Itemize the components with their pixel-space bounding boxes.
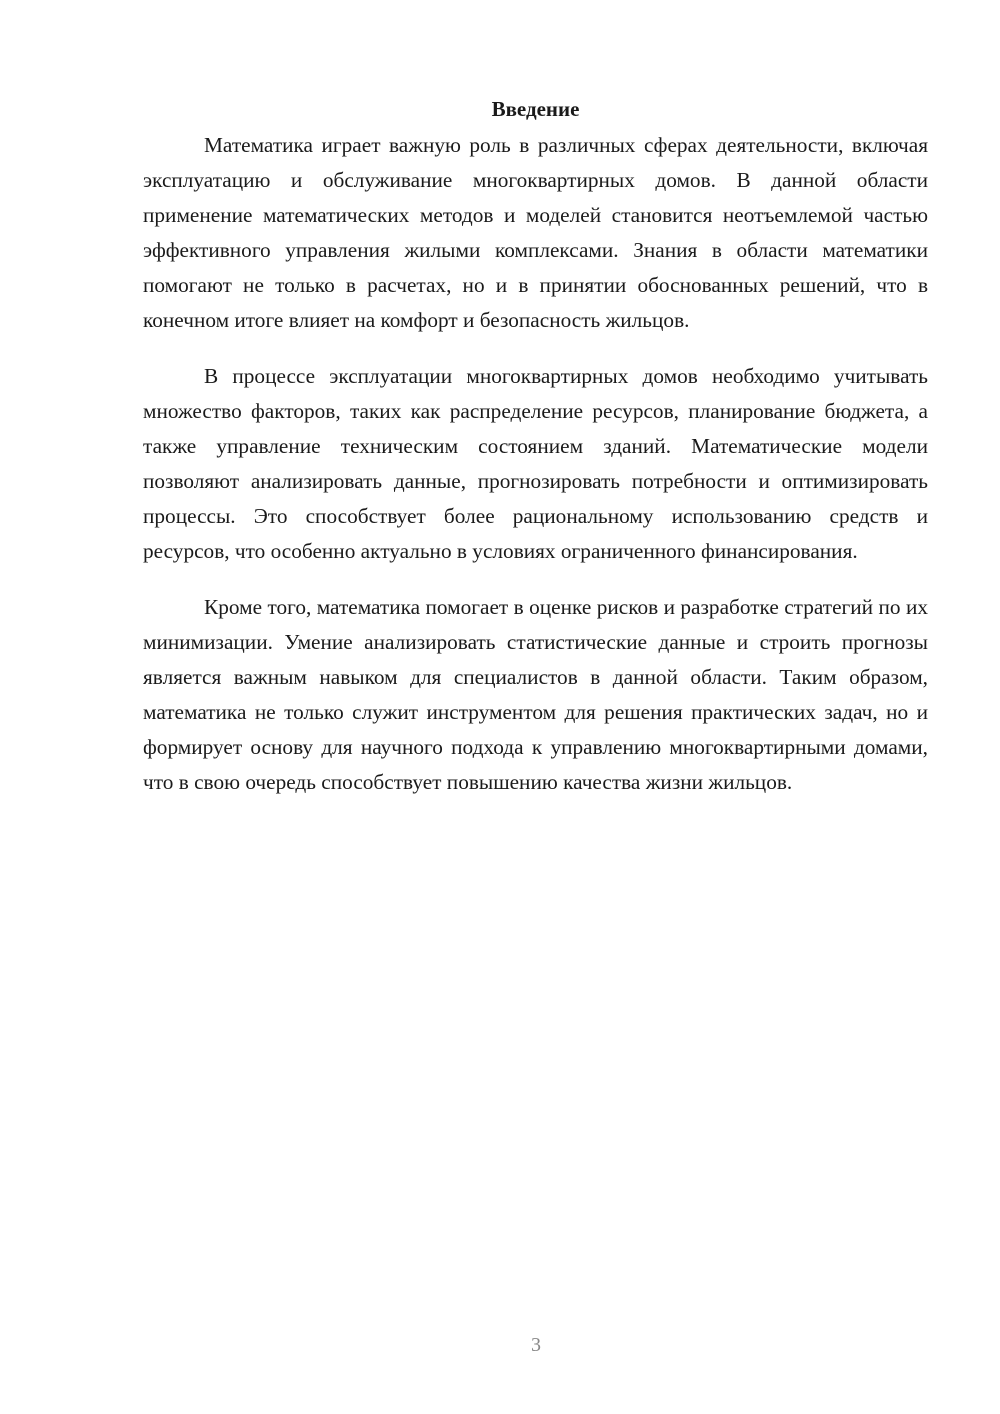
page-number: 3 xyxy=(531,1334,541,1356)
page-content xyxy=(143,94,928,821)
paragraph-1: Математика играет важную роль в различных сферах деятельности, включая эксплуатацию и обслуживание многоквартирных домов. В данной области применение математических методов и моделей становится неотъемлемой частью эффективного управления жилыми комплексами. Знания в области математики помогают не только в расчетах, но и в принятии обоснованных решений, что в конечном итоге влияет на комфорт и безопасность жильцов. xyxy=(143,133,928,332)
section-title: Введение xyxy=(491,97,580,121)
paragraph-2: В процессе эксплуатации многоквартирных домов необходимо учитывать множество факторов, таких как распределение ресурсов, планирование бюджета, а также управление техническим состоянием зданий. Математические модели позволяют анализировать данные, прогнозировать потребности и оптимизировать процессы. Это способствует более рациональному использованию средств и ресурсов, что особенно актуально в условиях ограниченного финансирования. xyxy=(143,364,928,563)
paragraph-3: Кроме того, математика помогает в оценке рисков и разработке стратегий по их минимизации. Умение анализировать статистические данные и строить прогнозы является важным навыком для специалистов в данной области. Таким образом, математика не только служит инструментом для решения практических задач, но и формирует основу для научного подхода к управлению многоквартирными домами, что в свою очередь способствует повышению качества жизни жильцов. xyxy=(143,595,928,794)
